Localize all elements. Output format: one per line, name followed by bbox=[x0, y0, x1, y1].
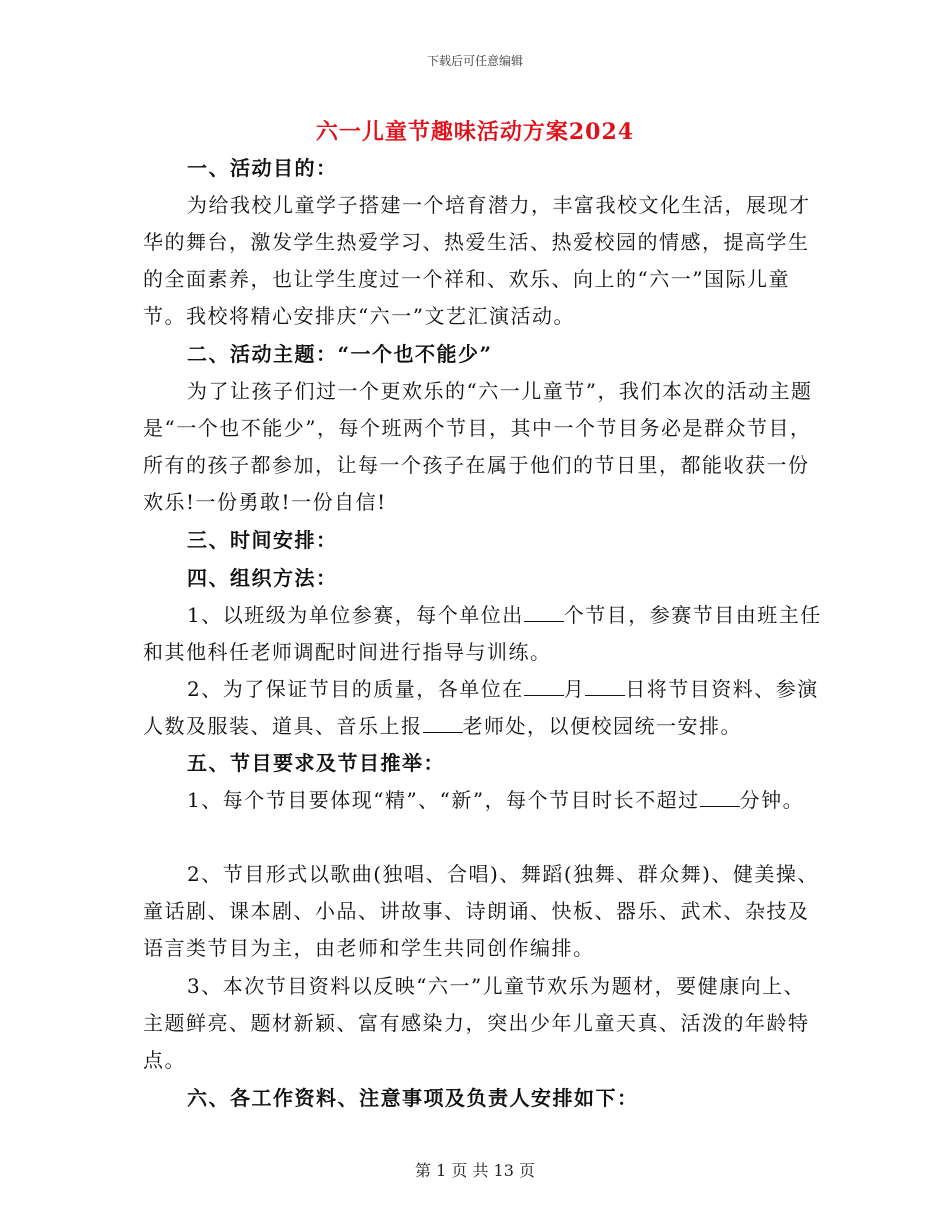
organization-item-2-part-c: 日将节目资料、参演人数及服装、道具、音乐上报 bbox=[143, 677, 819, 738]
section-heading-schedule: 三、时间安排： bbox=[187, 528, 338, 552]
requirements-item-1-part-b: 分钟。 bbox=[739, 788, 805, 812]
organization-item-2-part-d: 老师处，以便校园统一安排。 bbox=[462, 714, 742, 738]
organization-item-1-part-b: 个节目，参赛节目由班主任和其他科任老师调配时间进行指导与训练。 bbox=[143, 603, 822, 664]
section-body-organization-1 bbox=[143, 597, 823, 671]
organization-item-2 bbox=[143, 671, 823, 745]
section-heading-organization: 四、组织方法： bbox=[187, 566, 338, 590]
document-title: 六一儿童节趣味活动方案2024 bbox=[315, 119, 635, 145]
page-footer: 第 1 页 共 13 页 bbox=[415, 1161, 535, 1180]
fill-blank bbox=[585, 677, 625, 696]
fill-blank bbox=[524, 603, 564, 622]
organization-item-2-part-a: 2、为了保证节目的质量，各单位在 bbox=[187, 677, 524, 701]
section-body-requirements-3 bbox=[143, 968, 823, 1079]
requirements-item-2: 2、节目形式以歌曲(独唱、合唱)、舞蹈(独舞、群众舞)、健美操、童话剧、课本剧、小品、讲故事、诗朗诵、快板、器乐、武术、杂技及语言类节目为主，由老师和学生共同创作编排。 bbox=[143, 862, 819, 960]
section-body-theme bbox=[143, 373, 823, 521]
section-heading-purpose: 一、活动目的： bbox=[187, 156, 338, 180]
section-heading-requirements: 五、节目要求及节目推举： bbox=[187, 751, 445, 775]
organization-item-1-part-a: 1、以班级为单位参赛，每个单位出 bbox=[187, 603, 524, 627]
section-body-organization-2 bbox=[143, 671, 823, 745]
section-body-requirements-2 bbox=[143, 856, 823, 967]
section-body-requirements-1 bbox=[143, 782, 823, 819]
section-heading-theme: 二、活动主题：“一个也不能少” bbox=[187, 342, 493, 366]
organization-item-1 bbox=[143, 597, 823, 671]
paragraph-theme: 为了让孩子们过一个更欢乐的“六一儿童节”，我们本次的活动主题是“一个也不能少”，每个班两个节目，其中一个节目务必是群众节目，所有的孩子都参加，让每一个孩子在属于他们的节日里，都能收获一份欢乐!一份勇敢!一份自信! bbox=[143, 379, 813, 514]
requirements-item-1-part-a: 1、每个节目要体现“精”、“新”，每个节目时长不超过 bbox=[187, 788, 700, 812]
organization-item-2-part-b: 月 bbox=[563, 677, 586, 701]
section-heading-assignments: 六、各工作资料、注意事项及负责人安排如下： bbox=[187, 1086, 639, 1110]
section-body-purpose bbox=[143, 187, 823, 335]
fill-blank bbox=[423, 714, 463, 733]
header-note: 下载后可任意编辑 bbox=[426, 54, 523, 68]
paragraph-purpose: 为给我校儿童学子搭建一个培育潜力，丰富我校文化生活，展现才华的舞台，激发学生热爱学习、热爱生活、热爱校园的情感，提高学生的全面素养，也让学生度过一个祥和、欢乐、向上的“六一”国际儿童节。我校将精心安排庆“六一”文艺汇演活动。 bbox=[143, 193, 811, 328]
fill-blank bbox=[524, 677, 564, 696]
requirements-item-3: 3、本次节目资料以反映“六一”儿童节欢乐为题材，要健康向上、主题鲜亮、题材新颖、富有感染力，突出少年儿童天真、活泼的年龄特点。 bbox=[143, 974, 810, 1072]
fill-blank bbox=[700, 788, 740, 807]
requirements-item-1 bbox=[143, 782, 823, 819]
